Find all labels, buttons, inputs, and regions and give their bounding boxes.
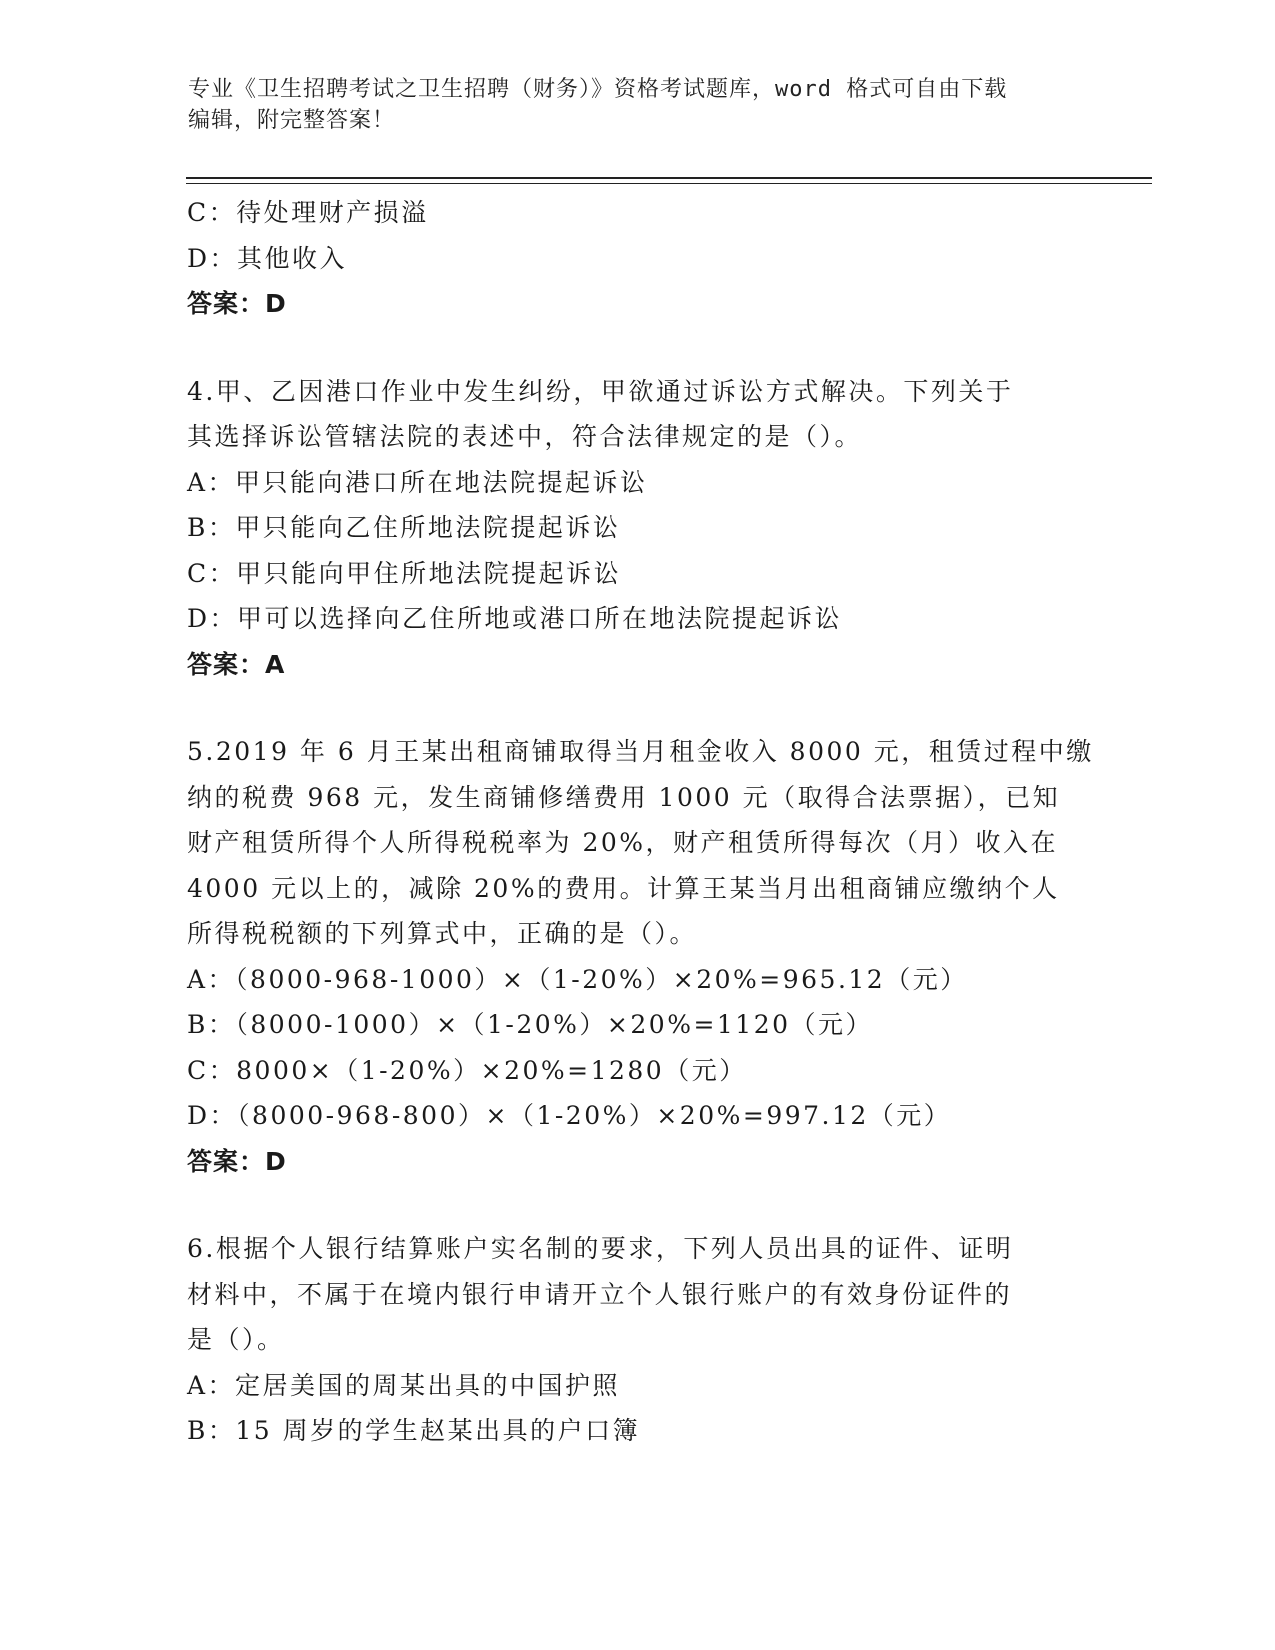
question-stem-line: 是（）。: [187, 1325, 285, 1354]
answer-option: B：（8000-1000）×（1-20%）×20%=1120（元）: [187, 1010, 874, 1039]
answer-option: A：定居美国的周某出具的中国护照: [187, 1370, 621, 1400]
answer-option: C：甲只能向甲住所地法院提起诉讼: [187, 558, 622, 588]
header-line-2: 编辑，附完整答案！: [188, 108, 396, 133]
question-content: [187, 190, 1094, 1454]
question-block: [187, 369, 1087, 688]
answer-option: A：（8000-968-1000）×（1-20%）×20%=965.12（元）: [187, 964, 968, 994]
header-rule-thick: [186, 177, 1152, 179]
question-block: [187, 190, 1087, 327]
header-line-1: 专业《卫生招聘考试之卫生招聘（财务）》资格考试题库，word 格式可自由下载: [188, 77, 1008, 102]
page-header: [188, 74, 1088, 136]
answer-option: C：8000×（1-20%）×20%=1280（元）: [187, 1055, 747, 1085]
question-stem-line: 材料中，不属于在境内银行申请开立个人银行账户的有效身份证件的: [187, 1279, 1013, 1309]
question-block: [187, 1226, 1087, 1454]
question-stem-line: 6.根据个人银行结算账户实名制的要求，下列人员出具的证件、证明: [187, 1234, 1014, 1263]
answer-option: B：甲只能向乙住所地法院提起诉讼: [187, 513, 621, 542]
question-gap: [187, 687, 1087, 729]
question-stem-line: 财产租赁所得个人所得税税率为 20%，财产租赁所得每次（月）收入在: [187, 828, 1059, 857]
answer-option: D：其他收入: [187, 243, 348, 273]
answer-key: 答案：D: [187, 289, 287, 318]
answer-option: D：（8000-968-800）×（1-20%）×20%=997.12（元）: [187, 1101, 952, 1130]
question-block: [187, 729, 1094, 1184]
question-stem-line: 5.2019 年 6 月王某出租商铺取得当月租金收入 8000 元，租赁过程中缴: [187, 737, 1094, 766]
header-rule-thin: [186, 183, 1152, 184]
question-stem-line: 其选择诉讼管辖法院的表述中，符合法律规定的是（）。: [187, 422, 863, 451]
question-stem-line: 4000 元以上的，减除 20%的费用。计算王某当月出租商铺应缴纳个人: [187, 873, 1060, 903]
question-stem-line: 纳的税费 968 元，发生商铺修缮费用 1000 元（取得合法票据），已知: [187, 782, 1061, 812]
question-gap: [187, 327, 1087, 369]
answer-key: 答案：D: [187, 1146, 287, 1176]
answer-option: D：甲可以选择向乙住所地或港口所在地法院提起诉讼: [187, 604, 843, 633]
answer-option: B：15 周岁的学生赵某出具的户口簿: [187, 1416, 641, 1445]
question-stem-line: 4.甲、乙因港口作业中发生纠纷，甲欲通过诉讼方式解决。下列关于: [187, 376, 1014, 406]
question-stem-line: 所得税税额的下列算式中，正确的是（）。: [187, 919, 698, 948]
answer-key: 答案：A: [187, 649, 286, 679]
answer-option: A：甲只能向港口所在地法院提起诉讼: [187, 467, 648, 497]
answer-option: C：待处理财产损溢: [187, 198, 429, 227]
question-gap: [187, 1184, 1087, 1226]
